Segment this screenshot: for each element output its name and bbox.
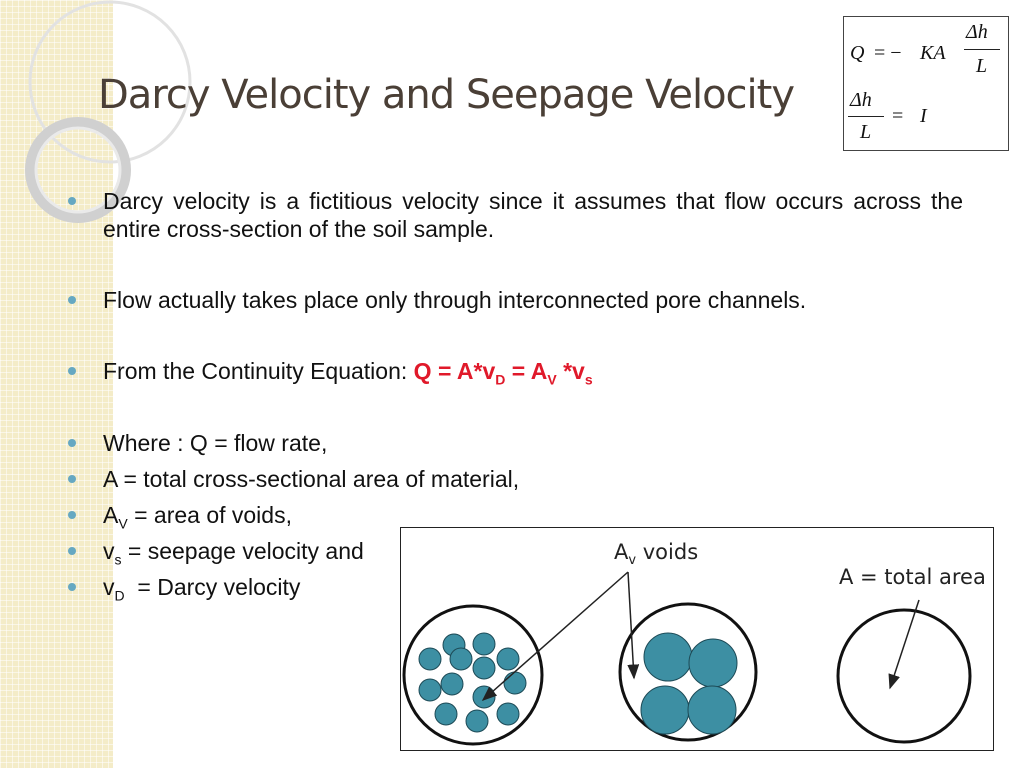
formula-ka: KA xyxy=(920,42,946,64)
slide-title: Darcy Velocity and Seepage Velocity xyxy=(98,72,794,118)
equation-subscript: s xyxy=(584,371,593,388)
arrow-to-small-voids xyxy=(483,572,628,700)
label-total-area: A = total area xyxy=(839,565,986,589)
voids-diagram xyxy=(400,527,994,751)
formula2-denominator-l: L xyxy=(860,121,872,143)
label-part: voids xyxy=(636,540,699,564)
void-circle xyxy=(441,673,463,695)
void-circle xyxy=(473,657,495,679)
void-circle xyxy=(450,648,472,670)
bullet-item xyxy=(68,429,963,457)
formula-numerator-dh: Δh xyxy=(966,21,988,43)
void-circle xyxy=(689,639,737,687)
bullet-dot xyxy=(68,583,76,591)
void-circle xyxy=(435,703,457,725)
arrow-to-large-voids xyxy=(628,572,634,678)
fraction-bar xyxy=(848,116,884,117)
bullet-text: Where : Q = flow rate, xyxy=(103,430,328,456)
formula2-equals: = xyxy=(892,105,904,127)
bullet-dot xyxy=(68,439,76,447)
symbol: v xyxy=(103,538,115,564)
definition: = Darcy velocity xyxy=(124,574,301,600)
formula-denominator-l: L xyxy=(976,55,988,77)
equation-part: *v xyxy=(556,358,585,384)
void-circle xyxy=(419,679,441,701)
void-circle xyxy=(497,648,519,670)
formula-box xyxy=(843,16,1009,151)
void-circle xyxy=(473,633,495,655)
bullet-dot xyxy=(68,511,76,519)
void-circle xyxy=(504,672,526,694)
void-circle xyxy=(466,710,488,732)
diagram-svg xyxy=(401,528,993,750)
bullet-dot xyxy=(68,367,76,375)
void-circle xyxy=(688,686,736,734)
void-circle xyxy=(419,648,441,670)
continuity-label: From the Continuity Equation: xyxy=(103,358,408,384)
definition: = area of voids, xyxy=(127,502,292,528)
equation-subscript: V xyxy=(547,371,557,388)
fraction-bar xyxy=(964,49,1000,50)
symbol: v xyxy=(103,574,115,600)
arrow-to-total-area xyxy=(890,600,919,688)
bullet-text: Darcy velocity is a fictitious velocity since it assumes that flow occurs across the entire cross-section of the soil sample. xyxy=(103,188,963,242)
bullet-text xyxy=(103,357,963,394)
symbol-subscript: s xyxy=(114,551,122,568)
symbol-subscript: V xyxy=(118,515,128,532)
definition: = seepage velocity and xyxy=(121,538,364,564)
equation-part: Q = A*v xyxy=(413,358,496,384)
bullet-text: A = total cross-sectional area of material, xyxy=(103,466,520,492)
continuity-equation xyxy=(413,358,593,388)
equation-part: = A xyxy=(505,358,548,384)
bullet-dot xyxy=(68,197,76,205)
bullet-dot xyxy=(68,547,76,555)
label-part: A xyxy=(614,540,629,564)
void-circle xyxy=(497,703,519,725)
bullet-dot xyxy=(68,475,76,483)
formula2-numerator-dh: Δh xyxy=(850,89,872,111)
bullet-item xyxy=(68,187,963,243)
bullet-item xyxy=(68,465,963,493)
bullet-dot xyxy=(68,296,76,304)
formula-equals-minus: = − xyxy=(874,42,902,64)
symbol: A xyxy=(103,502,119,528)
formula2-i: I xyxy=(920,105,927,127)
void-circle xyxy=(641,686,689,734)
bullet-item xyxy=(68,286,963,314)
void-circle xyxy=(473,686,495,708)
soil-circle-total-area xyxy=(838,610,970,742)
bullet-item xyxy=(68,357,963,394)
equation-subscript: D xyxy=(495,371,506,388)
bullet-text: Flow actually takes place only through interconnected pore channels. xyxy=(103,287,807,313)
formula-q: Q xyxy=(850,42,865,64)
void-circle xyxy=(644,633,692,681)
symbol-subscript: D xyxy=(114,587,125,604)
label-subscript: v xyxy=(628,553,637,569)
